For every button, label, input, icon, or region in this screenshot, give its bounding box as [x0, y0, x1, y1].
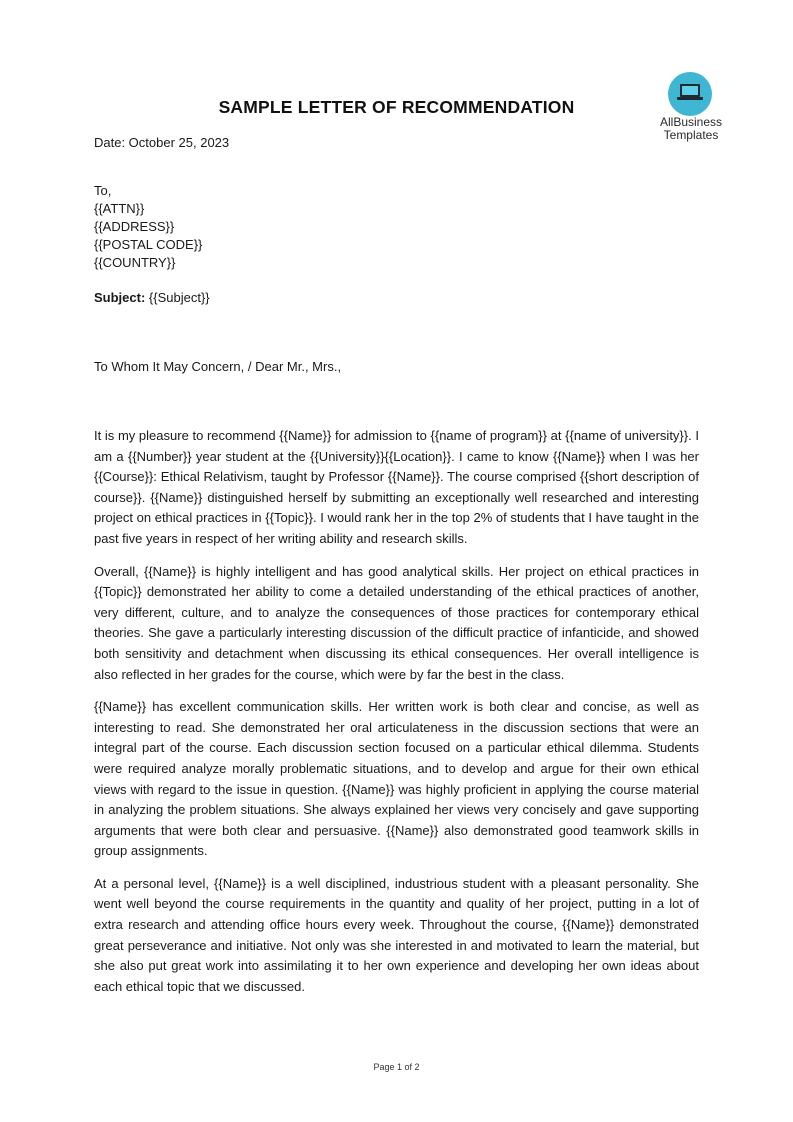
- body-paragraph-4: At a personal level, {{Name}} is a well disciplined, industrious student with a pleasant personality. She went well beyond the course requirements in the quantity and quality of her project, putting in a lot of extra research and attending office hours every week. Throughout the course, {{Name}} demonstrated great perseverance and initiative. Not only was she interested in and motivated to learn the material, but she also put great work into assimilating it to her own experience and developing her own ideas about each ethical topic that we discussed.: [94, 875, 699, 994]
- body-paragraph-1: It is my pleasure to recommend {{Name}} for admission to {{name of program}} at {{name of university}}. I am a {{Number}} year student at the {{University}}{{Location}}. I came to know {{Name}} when I was her {{Course}}: Ethical Relativism, taught by Professor {{Name}}. The course comprised {{short description of course}}. {{Name}} distinguished herself by submitting an exceptionally well researched and interesting project on ethical practices in {{Topic}}. I would rank her in the top 2% of students that I have taught in the past five years in respect of her writing ability and research skills.: [94, 428, 699, 546]
- logo-line-1: AllBusiness: [659, 115, 723, 129]
- subject-value: {{Subject}}: [145, 290, 210, 305]
- page-title: SAMPLE LETTER OF RECOMMENDATION: [218, 97, 575, 117]
- address-postal-code: {{POSTAL CODE}}: [94, 237, 203, 252]
- address-street: {{ADDRESS}}: [94, 219, 175, 234]
- letter-body: [94, 426, 699, 1009]
- address-country: {{COUNTRY}}: [94, 255, 176, 270]
- recipient-address: [94, 182, 202, 272]
- logo-line-2: Templates: [663, 128, 719, 142]
- letter-date: Date: October 25, 2023: [94, 135, 230, 150]
- page-number: Page 1 of 2: [373, 1062, 420, 1072]
- address-to: To,: [94, 183, 112, 198]
- salutation: To Whom It May Concern, / Dear Mr., Mrs.,: [94, 359, 342, 374]
- body-paragraph-3: {{Name}} has excellent communication skills. Her written work is both clear and concise, as well as interesting to read. She demonstrated her oral articulateness in the discussion sections that were an integral part of the course. Each discussion section focused on a particular ethical dilemma. Students were required analyze morally problematic situations, and to develop and argue for their own ethical views with regard to the issue in question. {{Name}} was highly proficient in applying the course material in analyzing the problem situations. She always explained her views very concisely and gave supporting arguments that were both clear and persuasive. {{Name}} also demonstrated good teamwork skills in group assignments.: [94, 699, 699, 859]
- logo-text: [652, 116, 730, 142]
- address-attn: {{ATTN}}: [94, 201, 145, 216]
- body-paragraph-2: Overall, {{Name}} is highly intelligent and has good analytical skills. Her project on ethical practices in {{Topic}} demonstrated her ability to come a detailed understanding of the ethical practices of another, very different, culture, and to analyze the consequences of those practices for contemporary ethical theories. She gave a particularly interesting discussion of the difficult practice of infanticide, and showed both sensitivity and detachment when discussing its ethical consequences. Her overall intelligence is also reflected in her grades for the course, which were by far the best in the class.: [94, 563, 699, 682]
- subject-line: [94, 290, 210, 305]
- subject-label: Subject:: [94, 290, 146, 305]
